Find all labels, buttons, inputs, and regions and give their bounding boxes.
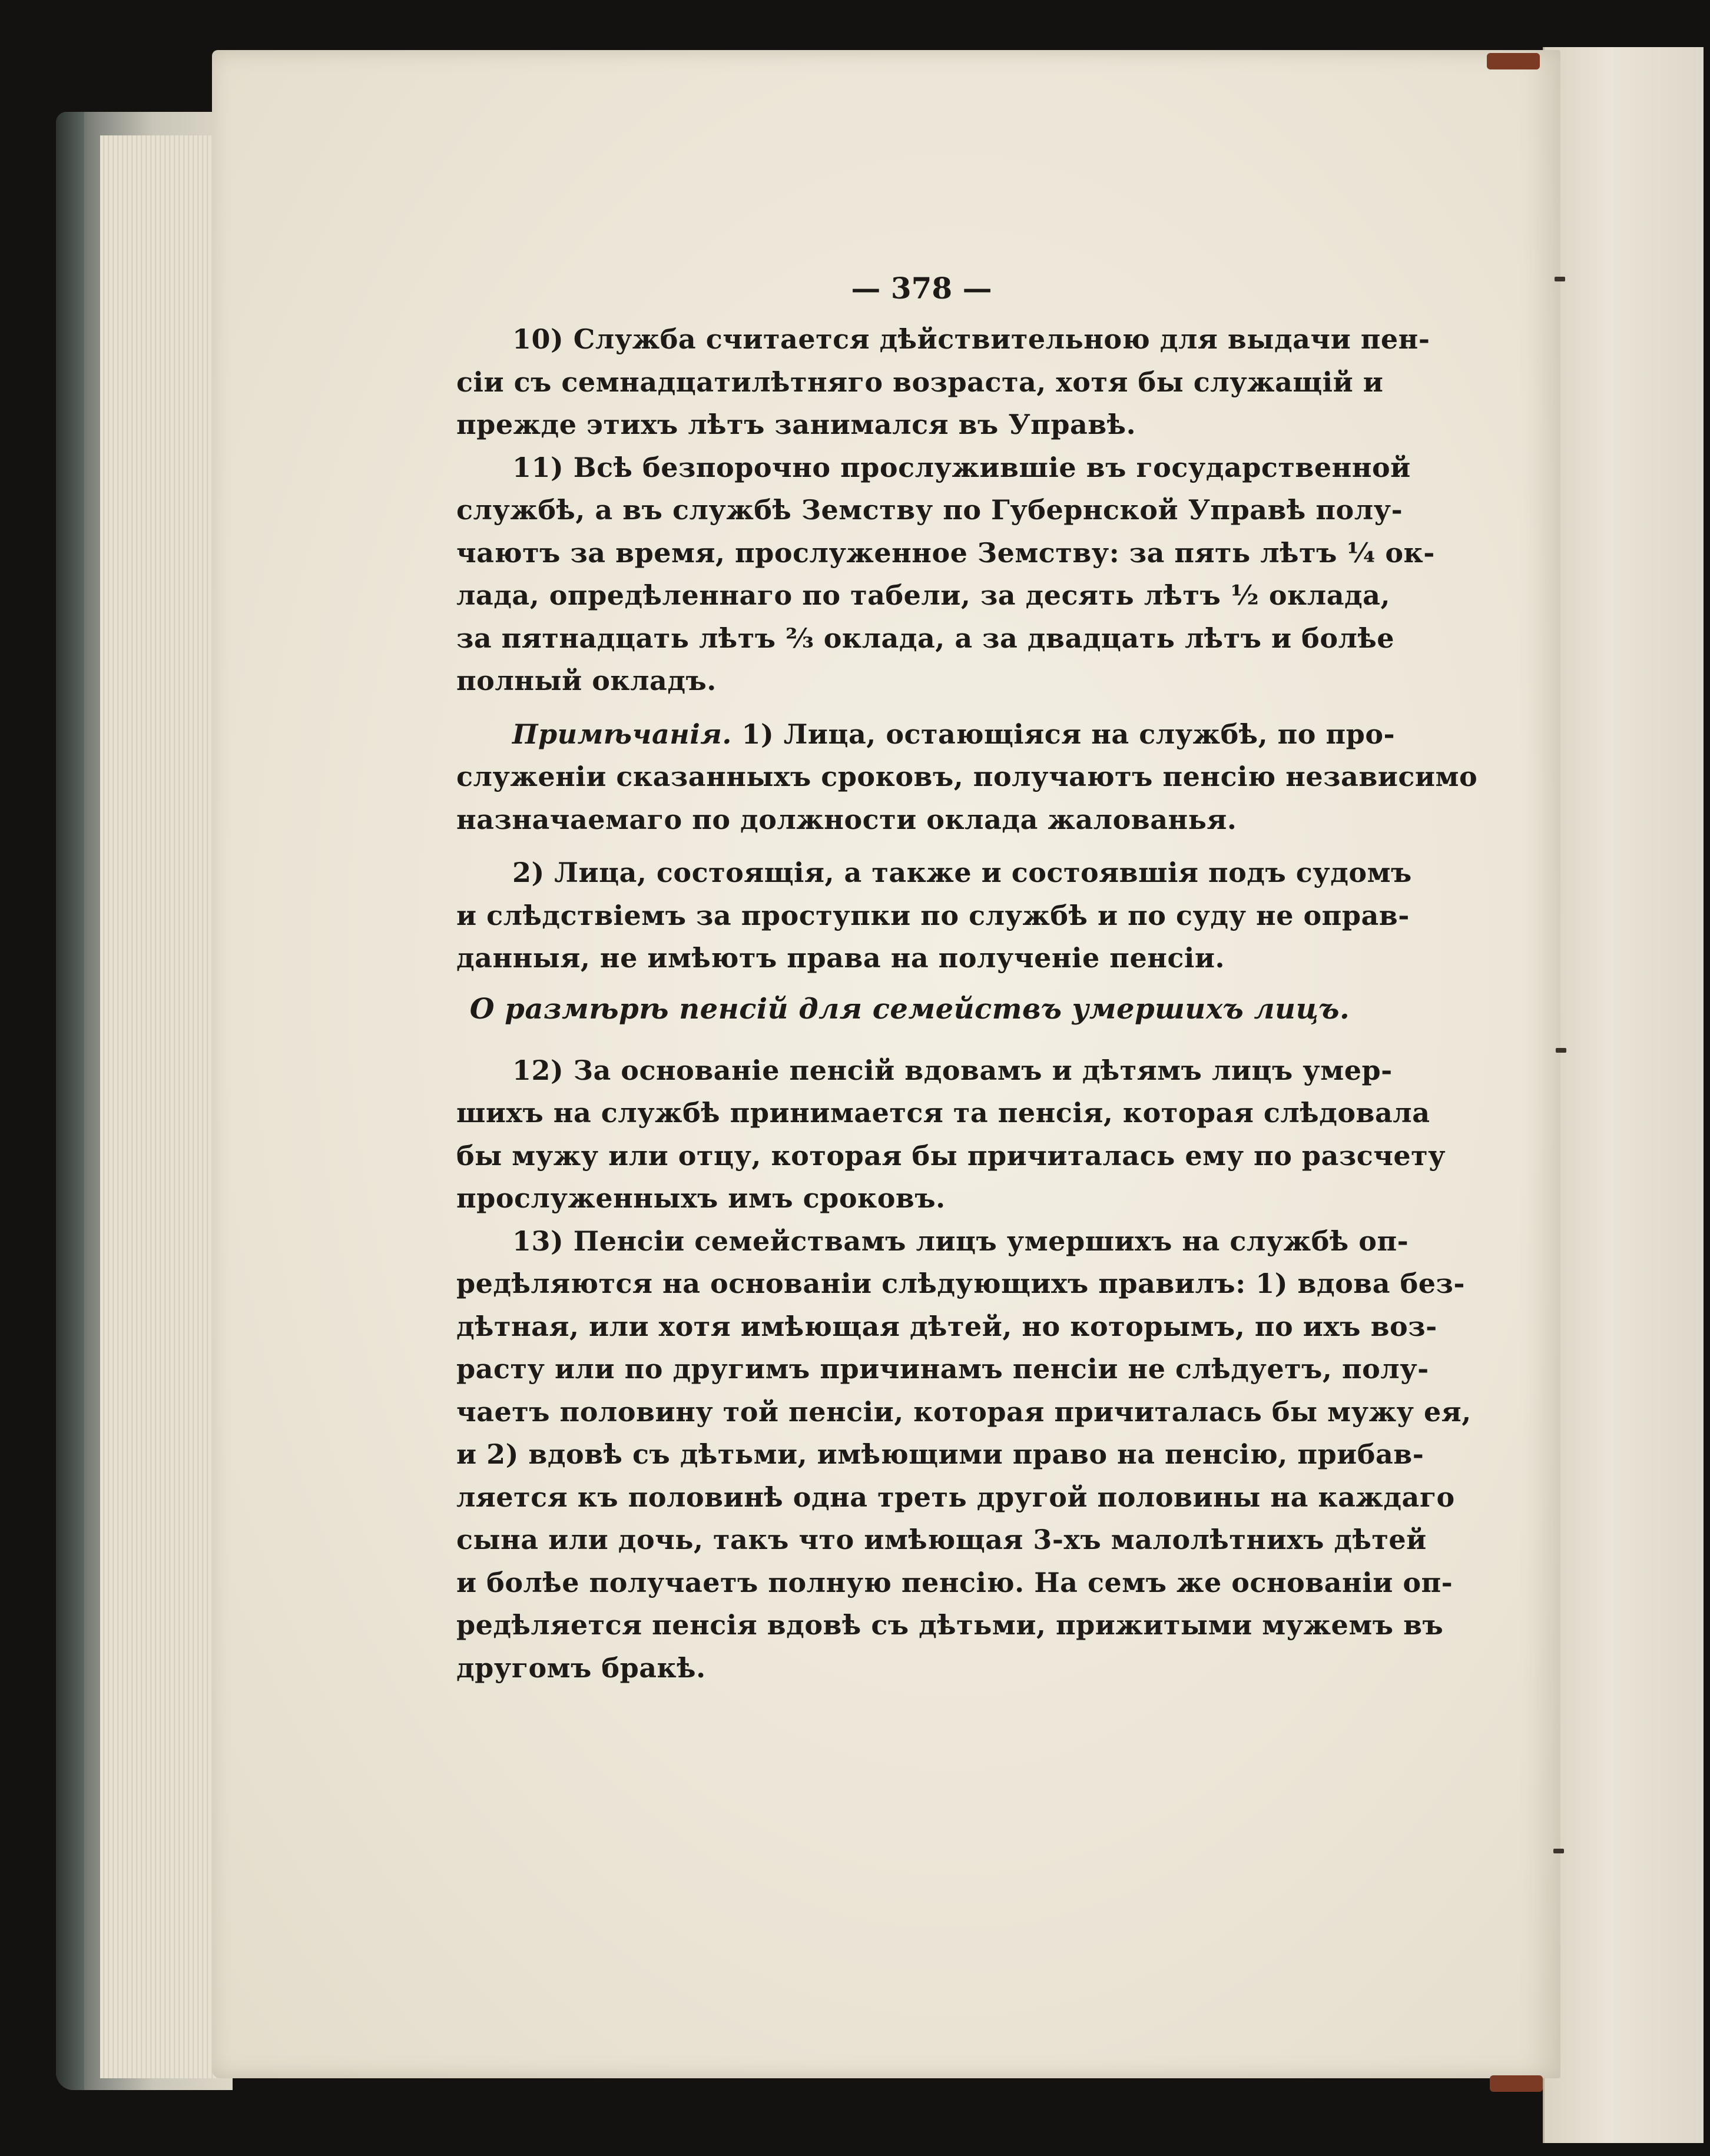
text-line: 2) Лица, состоящія, а также и состоявшія подъ судомъ [512,857,1412,888]
text-line: другомъ бракѣ. [456,1651,706,1684]
text-line: и 2) вдовѣ съ дѣтьми, имѣющими право на пенсію, прибав- [456,1438,1424,1470]
page-mark [1553,1849,1564,1853]
note-label: Примѣчанія. [512,718,732,750]
text-line: службѣ, а въ службѣ Земству по Губернской Управѣ полу- [456,494,1403,526]
text-line: данныя, не имѣютъ права на полученіе пенсіи. [456,942,1225,974]
text-line: редѣляется пенсія вдовѣ съ дѣтьми, прижитыми мужемъ въ [456,1609,1444,1641]
text-line: полный окладъ. [456,665,717,696]
section-heading: О размѣрѣ пенсій для семействъ умершихъ лицъ. [469,992,1350,1026]
note-line [456,713,1396,756]
text-line: 12) За основаніе пенсій вдовамъ и дѣтямъ лицъ умер- [512,1054,1393,1086]
text-line: шихъ на службѣ принимается та пенсія, которая слѣдовала [456,1097,1430,1129]
page-mark [1556,1048,1566,1053]
ribbon-bottom [1490,2075,1543,2092]
text-line: чаютъ за время, прослуженное Земству: за пять лѣтъ ¼ ок- [456,536,1435,569]
note-text: 1) Лица, остающіяся на службѣ, по про- [741,718,1396,750]
text-line: дѣтная, или хотя имѣющая дѣтей, но которымъ, по ихъ воз- [456,1310,1437,1342]
text-line: и слѣдствіемъ за проступки по службѣ и по суду не оправ- [456,899,1410,931]
facing-page-edge [1543,47,1704,2143]
text-line: 13) Пенсіи семействамъ лицъ умершихъ на службѣ оп- [512,1225,1409,1257]
text-line: за пятнадцать лѣтъ ⅔ оклада, а за двадцать лѣтъ и болѣе [456,622,1395,654]
text-line: чаетъ половину той пенсіи, которая причиталась бы мужу ея, [456,1395,1472,1428]
page-mark [1555,277,1565,281]
page-text [456,318,1478,1689]
text-line: прослуженныхъ имъ сроковъ. [456,1182,946,1214]
text-line: 11) Всѣ безпорочно прослужившіе въ государственной [512,451,1411,483]
text-line: сына или дочь, такъ что имѣющая 3-хъ малолѣтнихъ дѣтей [456,1524,1427,1555]
book-spine [56,112,84,2090]
text-line: 10) Служба считается дѣйствительною для выдачи пен- [512,323,1430,355]
text-line: редѣляются на основаніи слѣдующихъ правилъ: 1) вдова без- [456,1268,1465,1299]
text-line: лада, опредѣленнаго по табели, за десять лѣтъ ½ оклада, [456,579,1390,611]
text-line: и болѣе получаетъ полную пенсію. На семъ же основаніи оп- [456,1566,1453,1598]
ribbon-top [1487,53,1540,69]
text-line: расту или по другимъ причинамъ пенсіи не слѣдуетъ, полу- [456,1353,1429,1385]
text-line: бы мужу или отцу, которая бы причиталась ему по разсчету [456,1139,1446,1172]
page-number: — 378 — [851,271,992,306]
text-line: назначаемаго по должности оклада жалованья. [456,803,1237,835]
text-line: сіи съ семнадцатилѣтняго возраста, хотя бы служащій и [456,366,1384,398]
text-line: ляется къ половинѣ одна треть другой половины на каждаго [456,1481,1455,1513]
text-line: прежде этихъ лѣтъ занимался въ Управѣ. [456,409,1136,440]
text-line: служеніи сказанныхъ сроковъ, получаютъ пенсію независимо [456,761,1478,792]
